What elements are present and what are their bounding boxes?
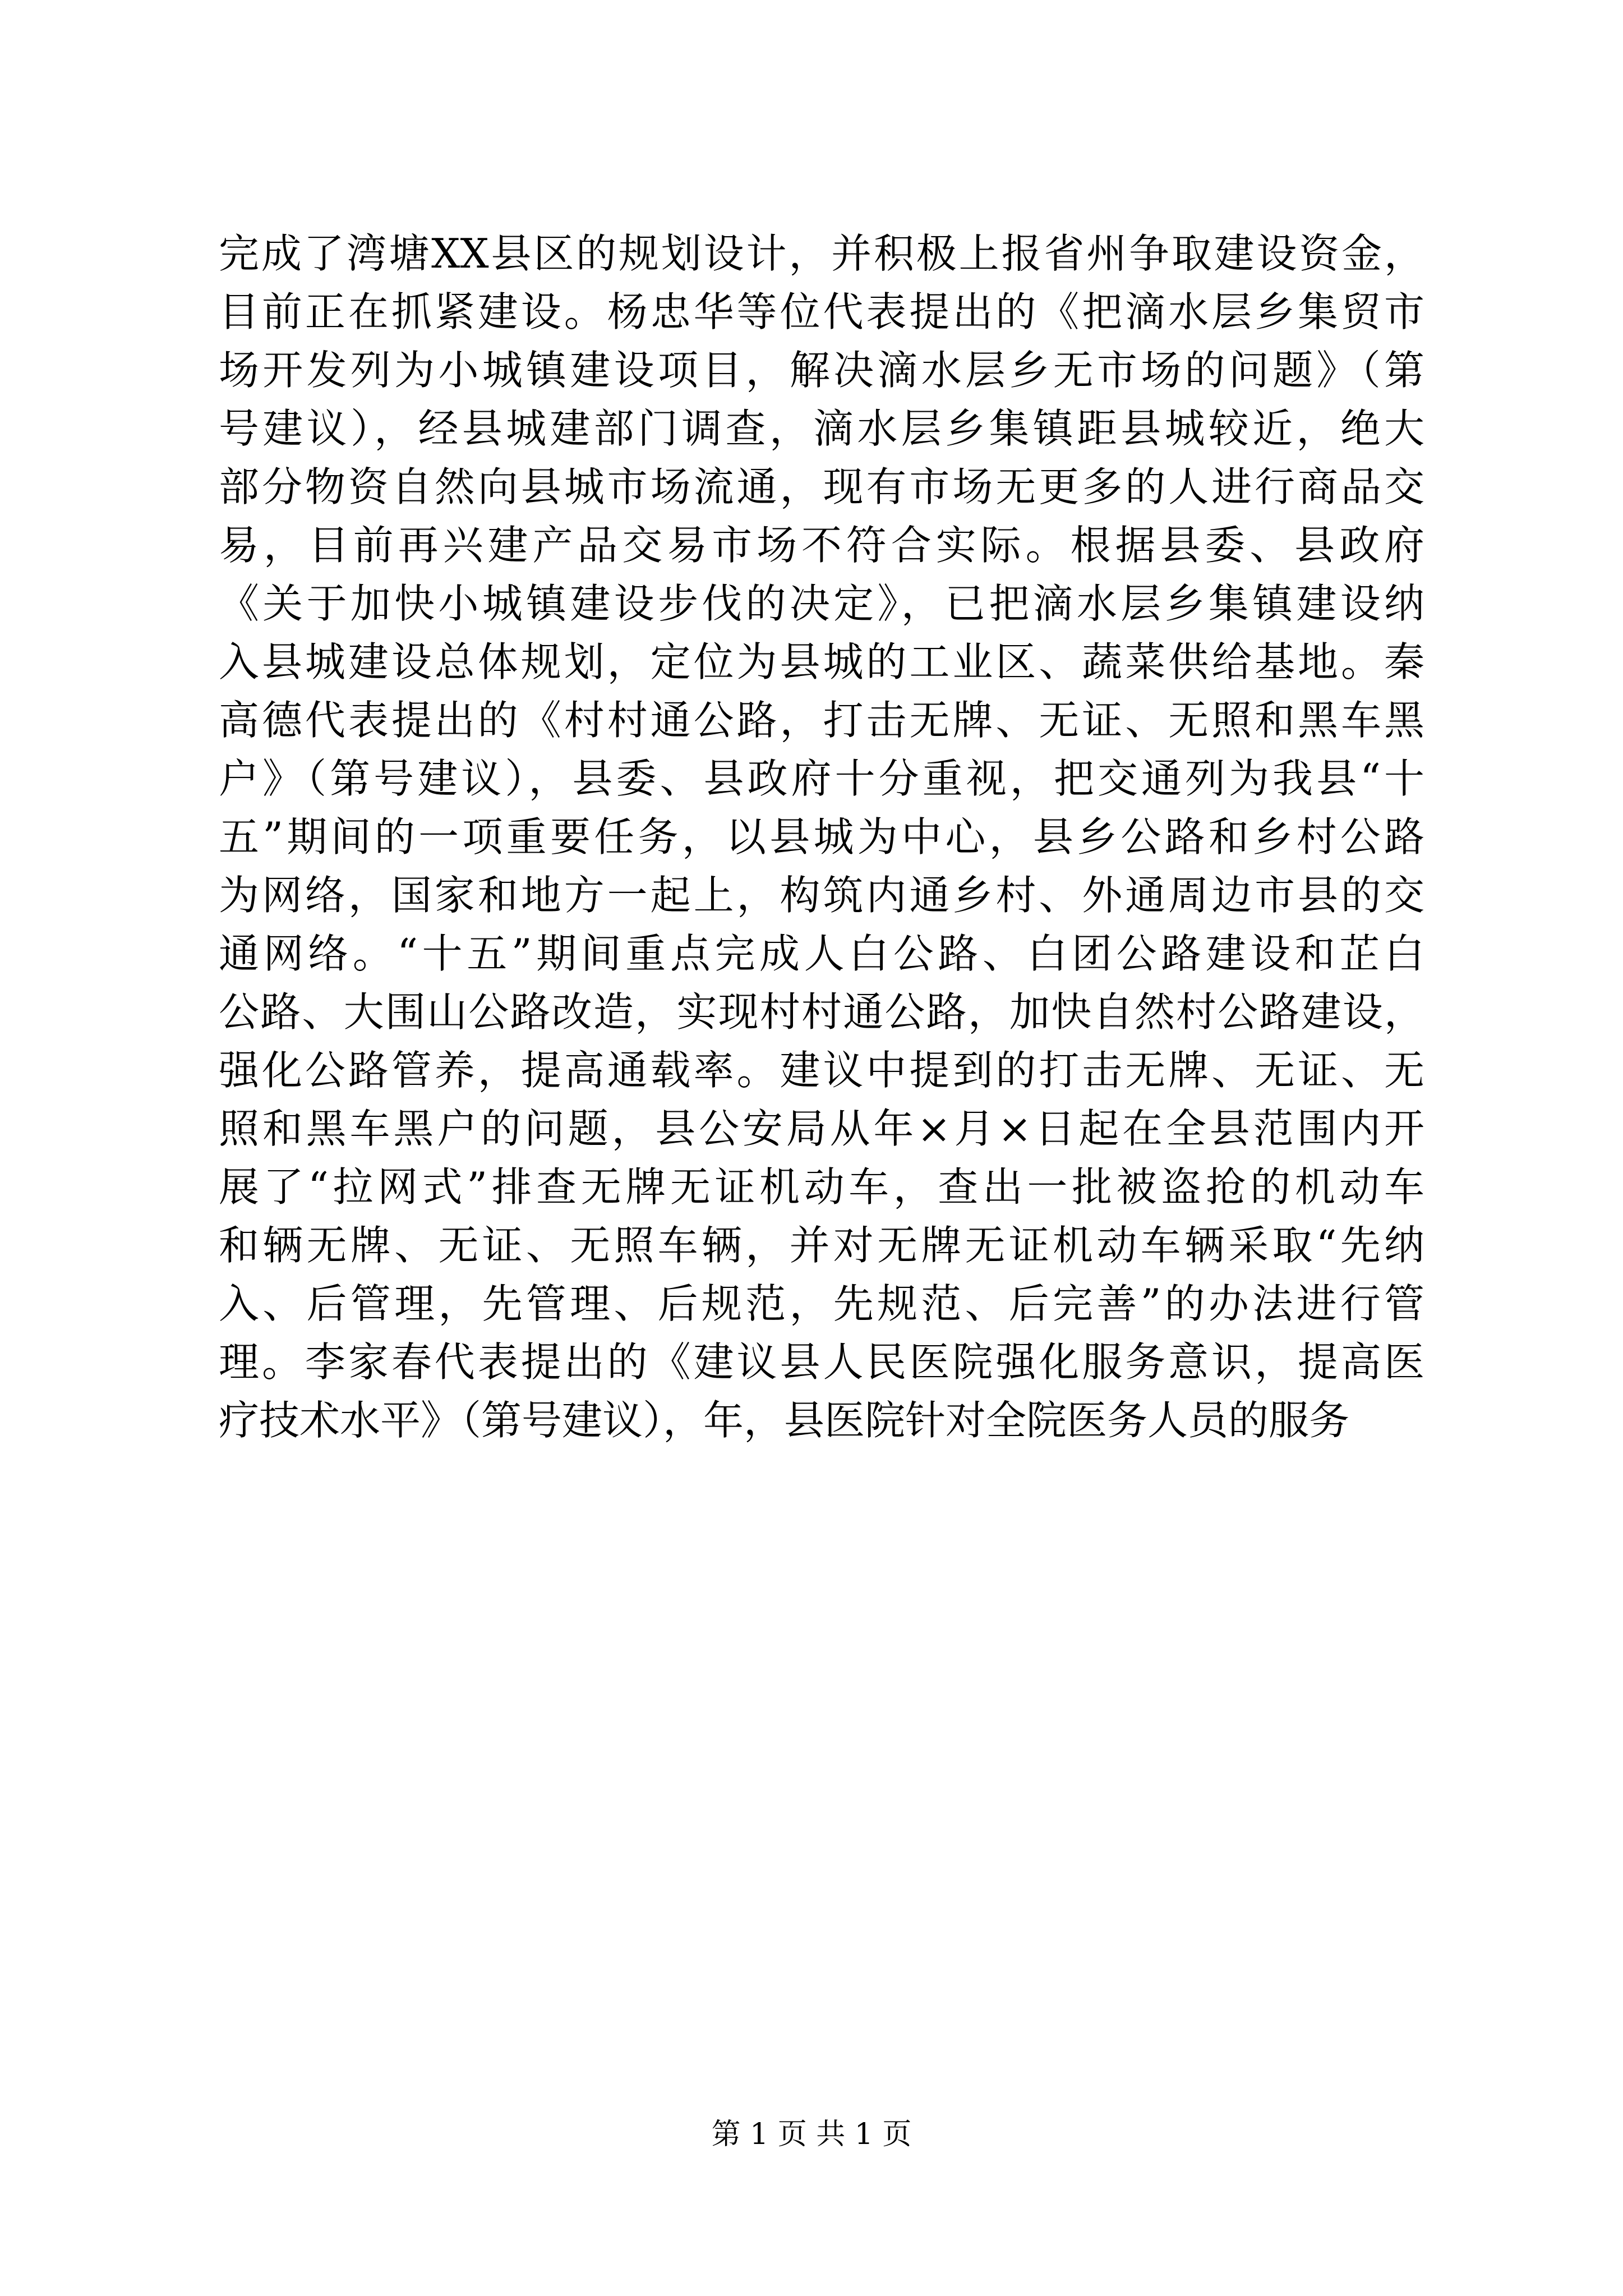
- text-line: 展了“拉网式”排查无牌无证机动车，查出一批被盗抢的机动车: [219, 1163, 1424, 1211]
- body-text: [219, 224, 1424, 1450]
- text-line: 公路、大围山公路改造，实现村村通公路，加快自然村公路建设，: [219, 988, 1424, 1036]
- text-line: 入、后管理，先管理、后规范，先规范、后完善”的办法进行管: [219, 1280, 1424, 1327]
- text-line: 照和黑车黑户的问题，县公安局从年×月×日起在全县范围内开: [219, 1105, 1424, 1152]
- text-line: 为网络，国家和地方一起上，构筑内通乡村、外通周边市县的交: [219, 872, 1424, 919]
- text-line: 号建议），经县城建部门调查，滴水层乡集镇距县城较近，绝大: [219, 405, 1424, 452]
- text-line: 入县城建设总体规划，定位为县城的工业区、蔬菜供给基地。秦: [219, 638, 1424, 685]
- text-line: 高德代表提出的《村村通公路，打击无牌、无证、无照和黑车黑: [219, 697, 1424, 744]
- page-footer: [0, 2115, 1623, 2154]
- text-line: 场开发列为小城镇建设项目，解决滴水层乡无市场的问题》（第: [219, 347, 1424, 394]
- text-line: 《关于加快小城镇建设步伐的决定》，已把滴水层乡集镇建设纳: [219, 580, 1424, 627]
- text-line: 部分物资自然向县城市场流通，现有市场无更多的人进行商品交: [219, 463, 1424, 510]
- page-number: 第 1 页 共 1 页: [711, 2118, 912, 2151]
- text-line: 五”期间的一项重要任务，以县城为中心，县乡公路和乡村公路: [219, 813, 1424, 861]
- text-line: 疗技术水平》（第号建议），年，县医院针对全院医务人员的服务: [219, 1397, 1350, 1444]
- text-line: 理。李家春代表提出的《建议县人民医院强化服务意识，提高医: [219, 1338, 1424, 1386]
- text-line: 易，目前再兴建产品交易市场不符合实际。根据县委、县政府: [219, 522, 1424, 569]
- text-line: 完成了湾塘XX县区的规划设计，并积极上报省州争取建设资金，: [219, 230, 1424, 277]
- text-line: 和辆无牌、无证、无照车辆，并对无牌无证机动车辆采取“先纳: [219, 1222, 1424, 1269]
- text-line: 通网络。“十五”期间重点完成人白公路、白团公路建设和芷白: [219, 930, 1424, 977]
- text-line: 强化公路管养，提高通载率。建议中提到的打击无牌、无证、无: [219, 1047, 1424, 1094]
- text-line: 户》（第号建议），县委、县政府十分重视，把交通列为我县“十: [219, 755, 1424, 802]
- text-line: 目前正在抓紧建设。杨忠华等位代表提出的《把滴水层乡集贸市: [219, 288, 1424, 335]
